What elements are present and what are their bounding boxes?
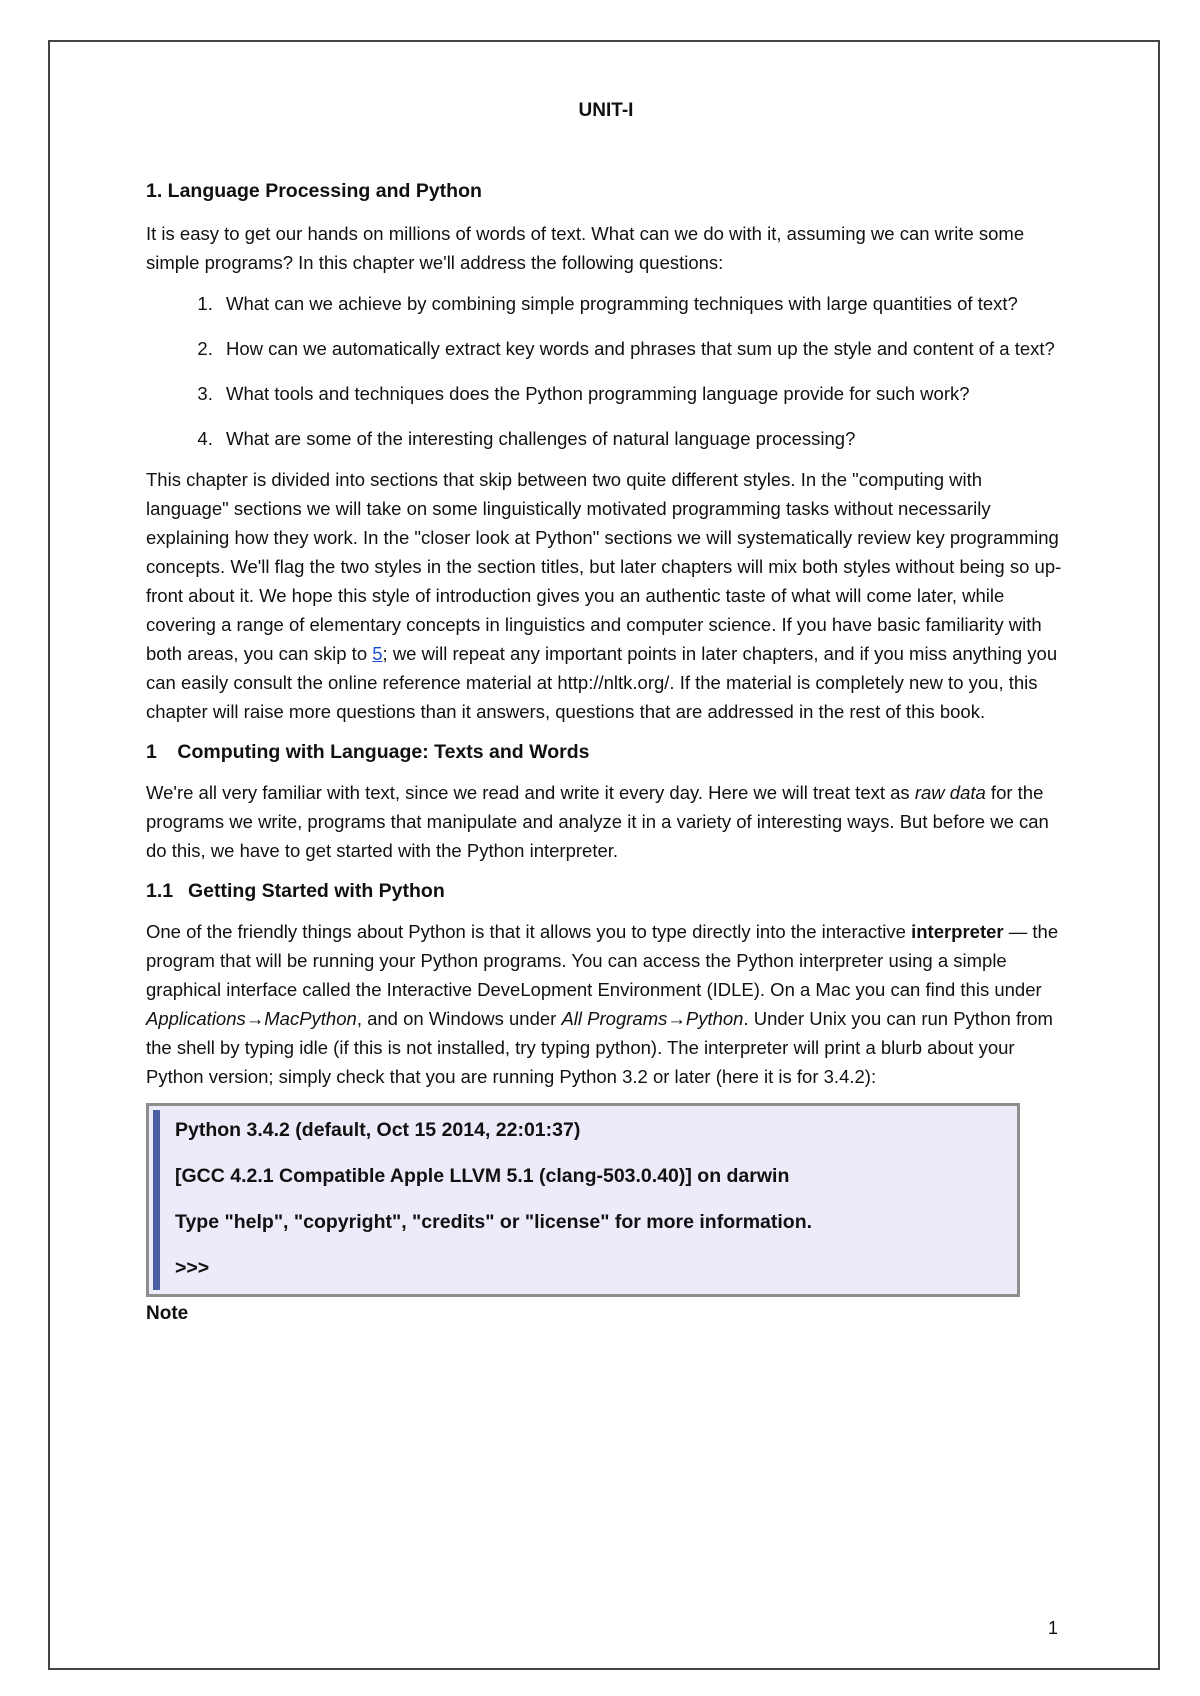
chapter-text-1: This chapter is divided into sections that skip between two quite different styles. In the "computing with language" sections we will take on some linguistically motivated programming tasks without necessarily explaining how they work. In the "closer look at Python" sections we will systematically review key programming concepts. We'll flag the two styles in the section titles, but later chapters will mix both styles without being so up-front about it. We hope this style of introduction gives you an authentic taste of what will come later, while covering a range of elementary concepts in linguistics and computer science. If you have basic familiarity with both areas, you can skip to xyxy=(146,469,1062,664)
python-text-4: . Under Unix you can run Python from the shell by typing idle (if this is not installed, try typing python). The interpreter will print a blurb about your Python version; simply check that you are running Python 3.2 or later (here it is for 3.4.2): xyxy=(146,1008,1053,1087)
list-item: 2. How can we automatically extract key words and phrases that sum up the style and content of a text? xyxy=(218,334,1066,363)
unit-title: UNIT-I xyxy=(578,100,634,121)
code-block-accent-bar xyxy=(153,1110,160,1290)
section-number: 1.1 xyxy=(146,880,174,902)
python-text-1: One of the friendly things about Python is that it allows you to type directly into the interactive xyxy=(146,921,912,942)
note-label: Note xyxy=(146,1303,189,1324)
python-text-3: , and on Windows under xyxy=(356,1008,562,1029)
chapter-paragraph xyxy=(146,465,1066,726)
page-number: 1 xyxy=(1048,1618,1059,1638)
code-block xyxy=(146,1103,1020,1297)
code-line: Type "help", "copyright", "credits" or "license" for more information. xyxy=(175,1211,813,1233)
list-item: 1. What can we achieve by combining simple programming techniques with large quantities of text? xyxy=(218,289,1066,318)
section-1-1-heading xyxy=(146,877,1066,905)
question-list xyxy=(146,289,1066,453)
mac-path: Applications→MacPython xyxy=(146,1008,357,1029)
texts-text-1: We're all very familiar with text, since we read and write it every day. Here we will treat text as xyxy=(146,782,915,803)
python-paragraph xyxy=(146,917,1066,1091)
section-title: 1. Language Processing and Python xyxy=(146,180,482,202)
intro-paragraph: It is easy to get our hands on millions of words of text. What can we do with it, assuming we can write some simple programs? In this chapter we'll address the following questions: xyxy=(146,223,1025,273)
code-line: [GCC 4.2.1 Compatible Apple LLVM 5.1 (clang-503.0.40)] on darwin xyxy=(175,1165,790,1187)
chapter-text-2: ; we will repeat any important points in later chapters, and if you miss anything you can easily consult the online reference material at http://nltk.org/. If the material is completely new to you, this chapter will raise more questions than it answers, questions that are addressed in the rest of this book. xyxy=(146,643,1058,722)
python-text-2: — the program that will be running your Python programs. You can access the Python interpreter using a simple graphical interface called the Interactive DeveLopment Environment (IDLE). On a Mac you can find this under xyxy=(146,921,1059,1000)
section-title-text: Getting Started with Python xyxy=(188,880,445,902)
texts-paragraph xyxy=(146,778,1066,865)
section-1-heading xyxy=(146,738,1066,766)
list-item: 4. What are some of the interesting challenges of natural language processing? xyxy=(218,424,1066,453)
list-item: 3. What tools and techniques does the Python programming language provide for such work? xyxy=(218,379,1066,408)
code-line: Python 3.4.2 (default, Oct 15 2014, 22:01:37) xyxy=(175,1119,581,1141)
code-prompt: >>> xyxy=(175,1257,210,1279)
interpreter-term: interpreter xyxy=(911,921,1004,942)
windows-path: All Programs→Python xyxy=(561,1008,744,1029)
section-title-text: Computing with Language: Texts and Words xyxy=(177,741,590,763)
texts-text-2: for the programs we write, programs that manipulate and analyze it in a variety of interesting ways. But before we can do this, we have to get started with the Python interpreter. xyxy=(146,782,1049,861)
document-body xyxy=(146,96,1066,1328)
raw-data-term: raw data xyxy=(914,782,986,803)
section-number: 1 xyxy=(146,741,157,763)
section-5-link[interactable]: 5 xyxy=(372,643,383,664)
